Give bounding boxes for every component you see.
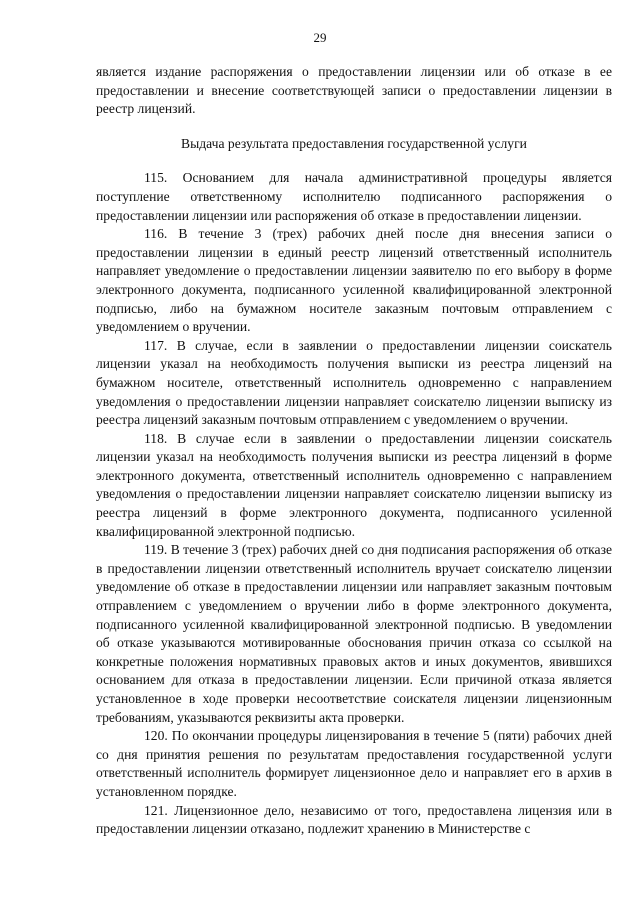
paragraph-117: 117. В случае, если в заявлении о предоставлении лицензии соискатель лицензии указал на необходимость получения выписки из реестра лицензий на бумажном носителе, ответственный исполнитель одновременно с направлением уведомления о предоставлении лицензии направляет соискателю лицензии выписку из реестра лицензий заказным почтовым отправлением с уведомлением о вручении.	[96, 337, 612, 428]
paragraph-121: 121. Лицензионное дело, независимо от того, предоставлена лицензия или в предоставлении лицензии отказано, подлежит хранению в Министерстве с	[96, 802, 612, 837]
paragraph-118: 118. В случае если в заявлении о предоставлении лицензии соискатель лицензии указал на необходимость получения выписки из реестра лицензий в форме электронного документа, ответственный исполнитель одновременно с направлением уведомления о предоставлении лицензии направляет соискателю лицензии выписку из реестра лицензий в форме электронного документа, подписанного усиленной квалифицированной электронной подписью.	[96, 430, 612, 539]
intro-paragraph: является издание распоряжения о предоставлении лицензии или об отказе в ее предоставлении и внесение соответствующей записи о предоставлении лицензии в реестр лицензий.	[96, 64, 612, 117]
paragraph-119: 119. В течение 3 (трех) рабочих дней со дня подписания распоряжения об отказе в предоставлении лицензии ответственный исполнитель вручает соискателю лицензии уведомление об отказе в предоставлении лицензии или направляет заказным почтовым отправлением с уведомлением о вручении либо в форме электронного документа, подписанного усиленной квалифицированной электронной подписью. В уведомлении об отказе указываются мотивированные обоснования причин отказа со ссылкой на конкретные положения нормативных правовых актов и иных документов, явившихся основанием для отказа в предоставлении лицензии. Если причиной отказа является установленное в ходе проверки несоответствие соискателя лицензии лицензионным требованиям, указываются реквизиты акта проверки.	[96, 542, 612, 725]
section-heading: Выдача результата предоставления государственной услуги	[181, 135, 527, 151]
paragraph-120: 120. По окончании процедуры лицензирования в течение 5 (пяти) рабочих дней со дня принятия решения по результатам предоставления государственной услуги ответственный исполнитель формирует лицензионное дело и направляет его в архив в установленном порядке.	[96, 728, 612, 799]
page-number: 29	[313, 30, 327, 45]
paragraph-115: 115. Основанием для начала административной процедуры является поступление ответственному исполнителю подписанного распоряжения о предоставлении лицензии или распоряжения об отказе в предоставлении лицензии.	[96, 170, 612, 223]
paragraph-116: 116. В течение 3 (трех) рабочих дней после дня внесения записи о предоставлении лицензии в единый реестр лицензий ответственный исполнитель направляет уведомление о предоставлении лицензии заявителю по его выбору в форме электронного документа, подписанного усиленной квалифицированной электронной подписью, либо на бумажном носителе заказным почтовым отправлением с уведомлением о вручении.	[96, 226, 612, 335]
document-body	[96, 63, 612, 839]
